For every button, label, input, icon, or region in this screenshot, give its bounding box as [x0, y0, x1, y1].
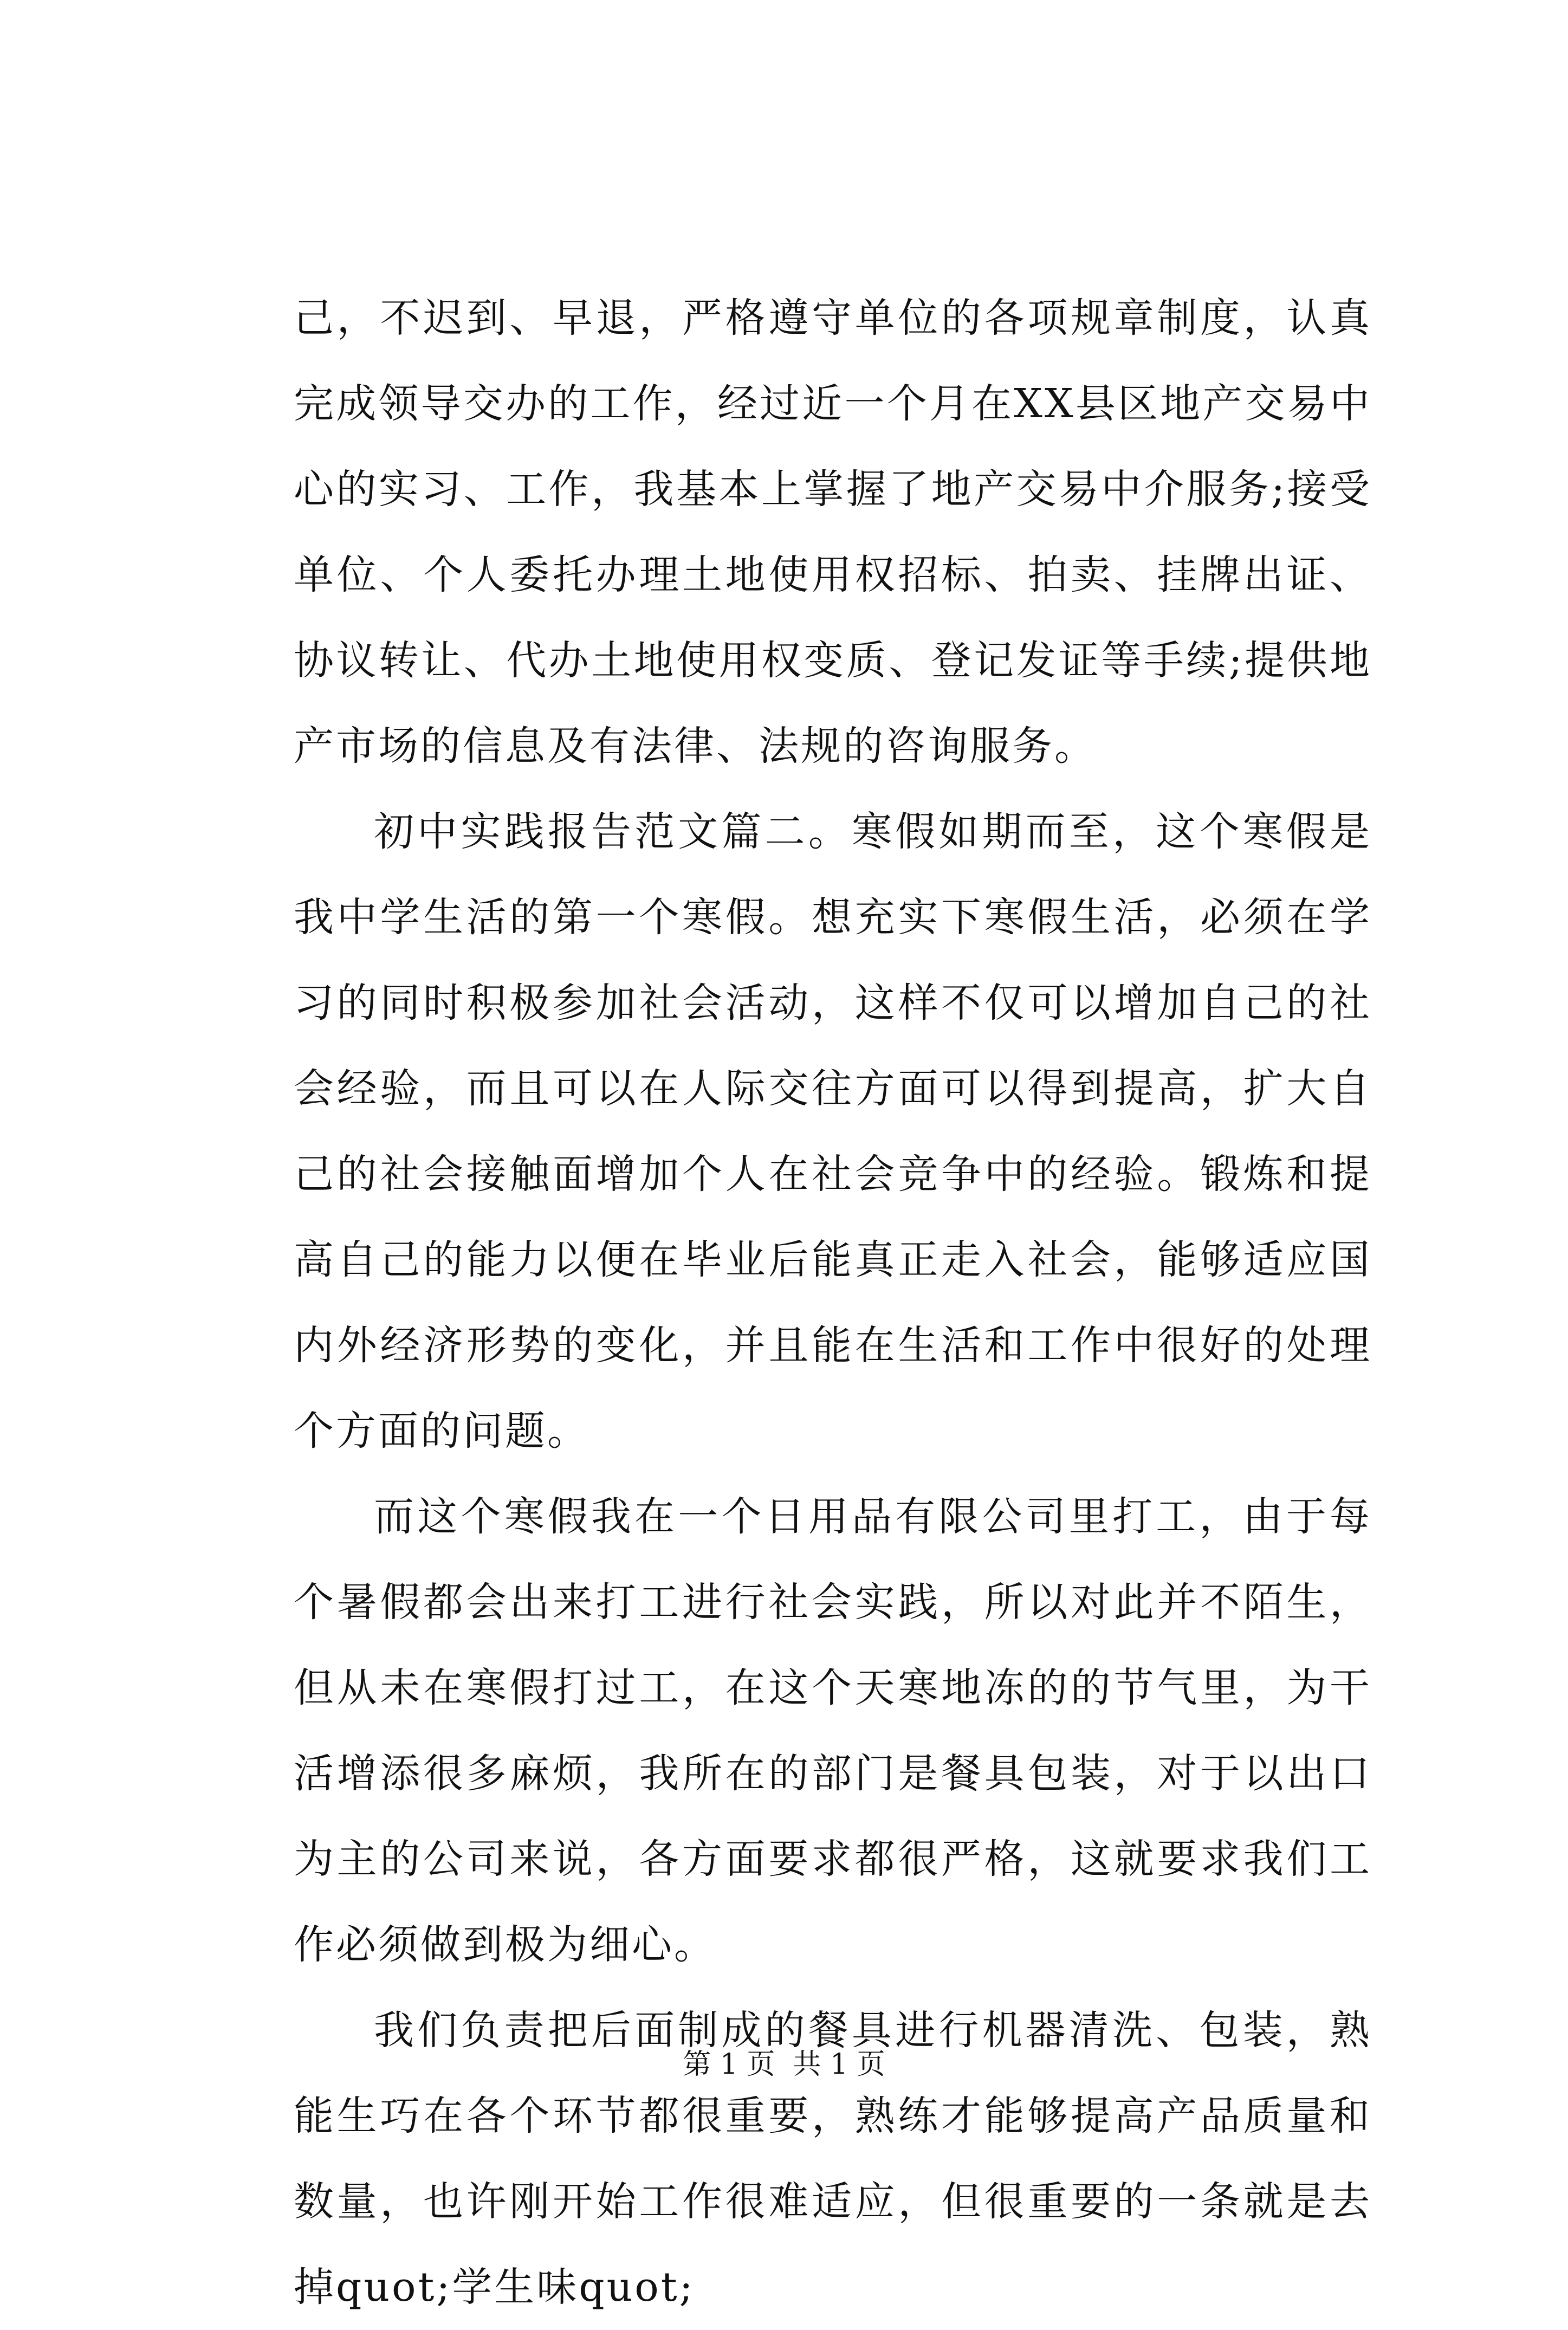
paragraph-continuation: 己，不迟到、早退，严格遵守单位的各项规章制度，认真完成领导交办的工作，经过近一个月在XX县区地产交易中心的实习、工作，我基本上掌握了地产交易中介服务;接受单位、个人委托办理土地使用权招标、拍卖、挂牌出证、协议转让、代办土地使用权变质、登记发证等手续;提供地产市场的信息及有法律、法规的咨询服务。 — [294, 295, 1372, 769]
paragraph-intro-part-two: 初中实践报告范文篇二。寒假如期而至，这个寒假是我中学生活的第一个寒假。想充实下寒假生活，必须在学习的同时积极参加社会活动，这样不仅可以增加自己的社会经验，而且可以在人际交往方面可以得到提高，扩大自己的社会接触面增加个人在社会竞争中的经验。锻炼和提高自己的能力以便在毕业后能真正走入社会，能够适应国内外经济形势的变化，并且能在生活和工作中很好的处理个方面的问题。 — [294, 808, 1372, 1454]
paragraph-work-duties: 我们负责把后面制成的餐具进行机器清洗、包装，熟能生巧在各个环节都很重要，熟练才能够提高产品质量和数量，也许刚开始工作很难适应，但很重要的一条就是去掉quot;学生味quot; — [294, 2007, 1372, 2310]
page-footer — [0, 2043, 1568, 2086]
paragraph-winter-job: 而这个寒假我在一个日用品有限公司里打工，由于每个暑假都会出来打工进行社会实践，所以对此并不陌生，但从未在寒假打过工，在这个天寒地冻的的节气里，为干活增添很多麻烦，我所在的部门是餐具包装，对于以出口为主的公司来说，各方面要求都很严格，这就要求我们工作必须做到极为细心。 — [294, 1493, 1372, 1968]
document-body — [294, 275, 1372, 2330]
page-number-label: 第 1 页 共 1 页 — [683, 2048, 885, 2081]
